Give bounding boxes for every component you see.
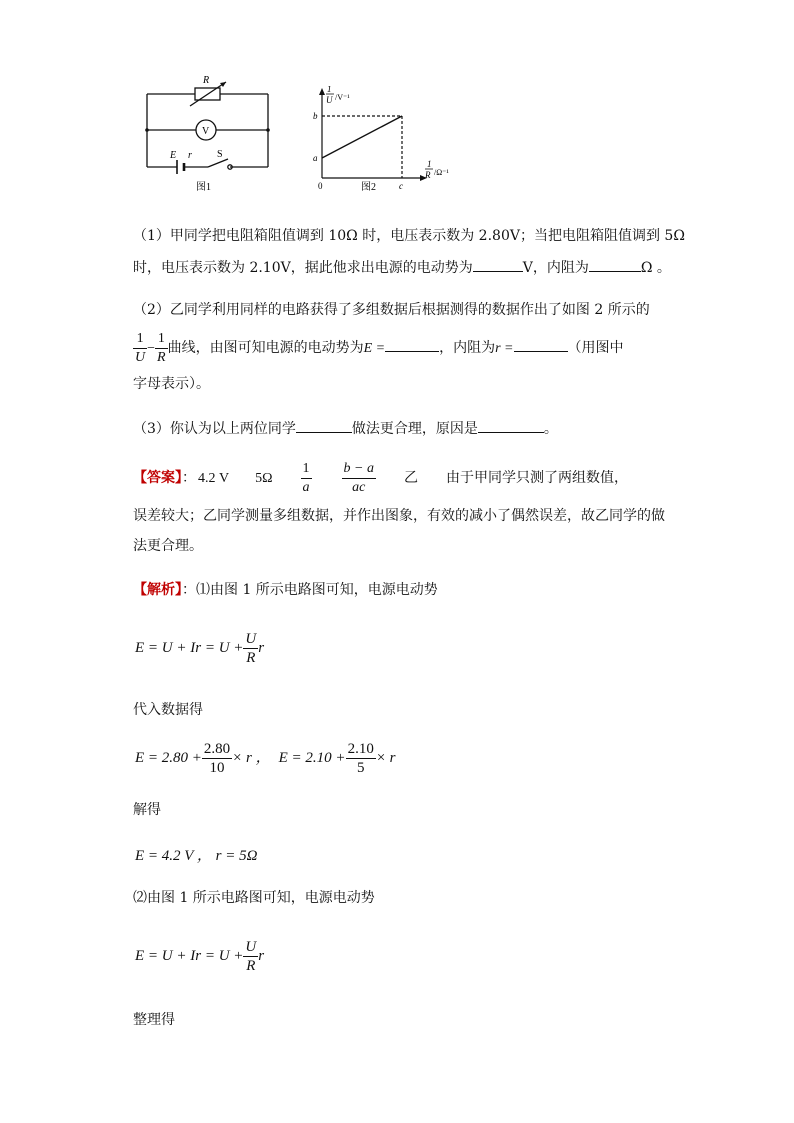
equation-4 <box>135 936 264 976</box>
answer-line-3 <box>133 536 203 556</box>
analysis-tag: 【解析】 <box>133 582 182 598</box>
q2-text-2a: 曲线，由图可知电源的电动势为 <box>167 340 364 356</box>
answer-reason-3: 法更合理。 <box>133 538 203 554</box>
answer-who: 乙 <box>403 470 418 486</box>
eq2-part-b: × r ， <box>232 750 271 766</box>
q3-line-1 <box>133 418 558 439</box>
q2-text-2c: （用图中 <box>567 340 624 356</box>
analysis-part-2 <box>133 888 375 908</box>
q1-text-2b: V，内阻为 <box>522 260 589 276</box>
analysis-line-1 <box>133 580 438 600</box>
label-b: b <box>313 111 318 121</box>
eq1-frac: $\frac{U}{R}$ <box>245 631 257 667</box>
eq1-r: r <box>258 640 265 656</box>
eq4-r: r <box>258 948 265 964</box>
x-frac-den: R <box>425 170 431 180</box>
equation-1 <box>135 628 264 668</box>
label-S: S <box>217 149 223 160</box>
figure-1 <box>140 70 275 195</box>
analysis-intro: ：⑴由图 1 所示电路图可知，电源电动势 <box>182 582 438 598</box>
eq3-result: E = 4.2 V ， r = 5Ω <box>135 848 258 864</box>
q2-blank-emf[interactable] <box>385 337 439 352</box>
q2-r-eq: r = <box>495 341 514 356</box>
answer-colon: ： <box>182 470 196 486</box>
analysis-substitute <box>133 700 203 720</box>
analysis-arrange <box>133 1010 175 1030</box>
y-frac-num: 1 <box>327 86 332 94</box>
label-origin: 0 <box>318 181 323 191</box>
y-frac-den: U <box>326 95 333 105</box>
label-R: R <box>203 75 210 86</box>
q2-text-3: 字母表示）。 <box>133 376 210 392</box>
eq4-lhs: E = U + Ir = U + <box>135 948 244 964</box>
q1-line-2 <box>133 257 671 278</box>
q1-blank-r[interactable] <box>589 257 641 272</box>
q1-text-2c: Ω 。 <box>640 260 671 276</box>
substitute-text: 代入数据得 <box>133 702 203 718</box>
answer-emf: 4.2 V <box>198 471 230 486</box>
graph-diagram <box>305 86 465 196</box>
eq2-part-d: × r <box>375 750 396 766</box>
q3-text-a: （3）你认为以上两位同学 <box>133 421 296 437</box>
solve-text: 解得 <box>133 802 161 818</box>
eq1-lhs: E = U + Ir = U + <box>135 640 244 656</box>
answer-line-2 <box>133 506 665 526</box>
part2-text: ⑵由图 1 所示电路图可知，电源电动势 <box>133 890 375 906</box>
answer-frac-emf: $\frac{1}{a}$ <box>302 460 310 495</box>
equation-3 <box>135 844 257 865</box>
figure-1-caption: 图1 <box>196 182 211 193</box>
q2-frac-1-over-U: $\frac{1}{U}$ <box>135 330 146 365</box>
eq2-frac-2: $\frac{2.10}{5}$ <box>347 741 374 777</box>
answer-line-1 <box>133 458 628 499</box>
answer-tag: 【答案】 <box>133 470 182 486</box>
y-axis-unit: /V⁻¹ <box>335 93 350 102</box>
q1-text-2a: 时，电压表示数为 2.10V，据此他求出电源的电动势为 <box>133 260 473 276</box>
q1-line-1 <box>133 226 685 246</box>
arrange-text: 整理得 <box>133 1012 175 1028</box>
q3-blank-who[interactable] <box>296 418 352 433</box>
x-axis-unit: /Ω⁻¹ <box>434 168 449 177</box>
q3-text-b: 做法更合理，原因是 <box>351 421 478 437</box>
figure-2-caption: 图2 <box>361 182 376 193</box>
eq2-part-c: E = 2.10 + <box>278 750 346 766</box>
q2-text-1: （2）乙同学利用同样的电路获得了多组数据后根据测得的数据作出了如图 2 所示的 <box>133 302 650 318</box>
answer-reason-2: 误差较大；乙同学测量多组数据，并作出图象，有效的减小了偶然误差，故乙同学的做 <box>133 508 665 524</box>
q2-text-2b: ，内阻为 <box>439 340 496 356</box>
analysis-solve <box>133 800 161 820</box>
answer-reason-1: 由于甲同学只测了两组数值， <box>445 470 628 486</box>
answer-frac-r: $\frac{b - a}{ac}$ <box>343 460 374 495</box>
eq2-frac-1: $\frac{2.80}{10}$ <box>203 741 231 777</box>
q2-frac-1-over-R: $\frac{1}{R}$ <box>157 330 166 365</box>
label-a: a <box>313 153 318 163</box>
eq2-part-a: E = 2.80 + <box>135 750 202 766</box>
q2-blank-r[interactable] <box>514 337 568 352</box>
q3-blank-reason[interactable] <box>478 418 544 433</box>
label-E: E <box>170 150 177 161</box>
circuit-diagram <box>140 70 275 195</box>
label-r: r <box>188 150 192 161</box>
eq4-frac: $\frac{U}{R}$ <box>245 939 257 975</box>
q2-minus: − <box>147 341 156 356</box>
q2-E-eq: E = <box>363 341 386 356</box>
x-frac-num: 1 <box>427 159 432 169</box>
figure-2 <box>305 86 465 196</box>
q2-line-2 <box>133 328 624 369</box>
q3-text-c: 。 <box>543 421 558 437</box>
q2-line-3 <box>133 374 210 394</box>
label-V: V <box>202 126 210 137</box>
q1-blank-emf[interactable] <box>473 257 523 272</box>
equation-2 <box>135 738 396 778</box>
label-c: c <box>399 181 403 191</box>
q1-text-1: （1）甲同学把电阻箱阻值调到 10Ω 时，电压表示数为 2.80V；当把电阻箱阻值调到 5Ω <box>133 228 685 244</box>
q2-line-1 <box>133 300 650 320</box>
answer-r: 5Ω <box>255 471 273 486</box>
